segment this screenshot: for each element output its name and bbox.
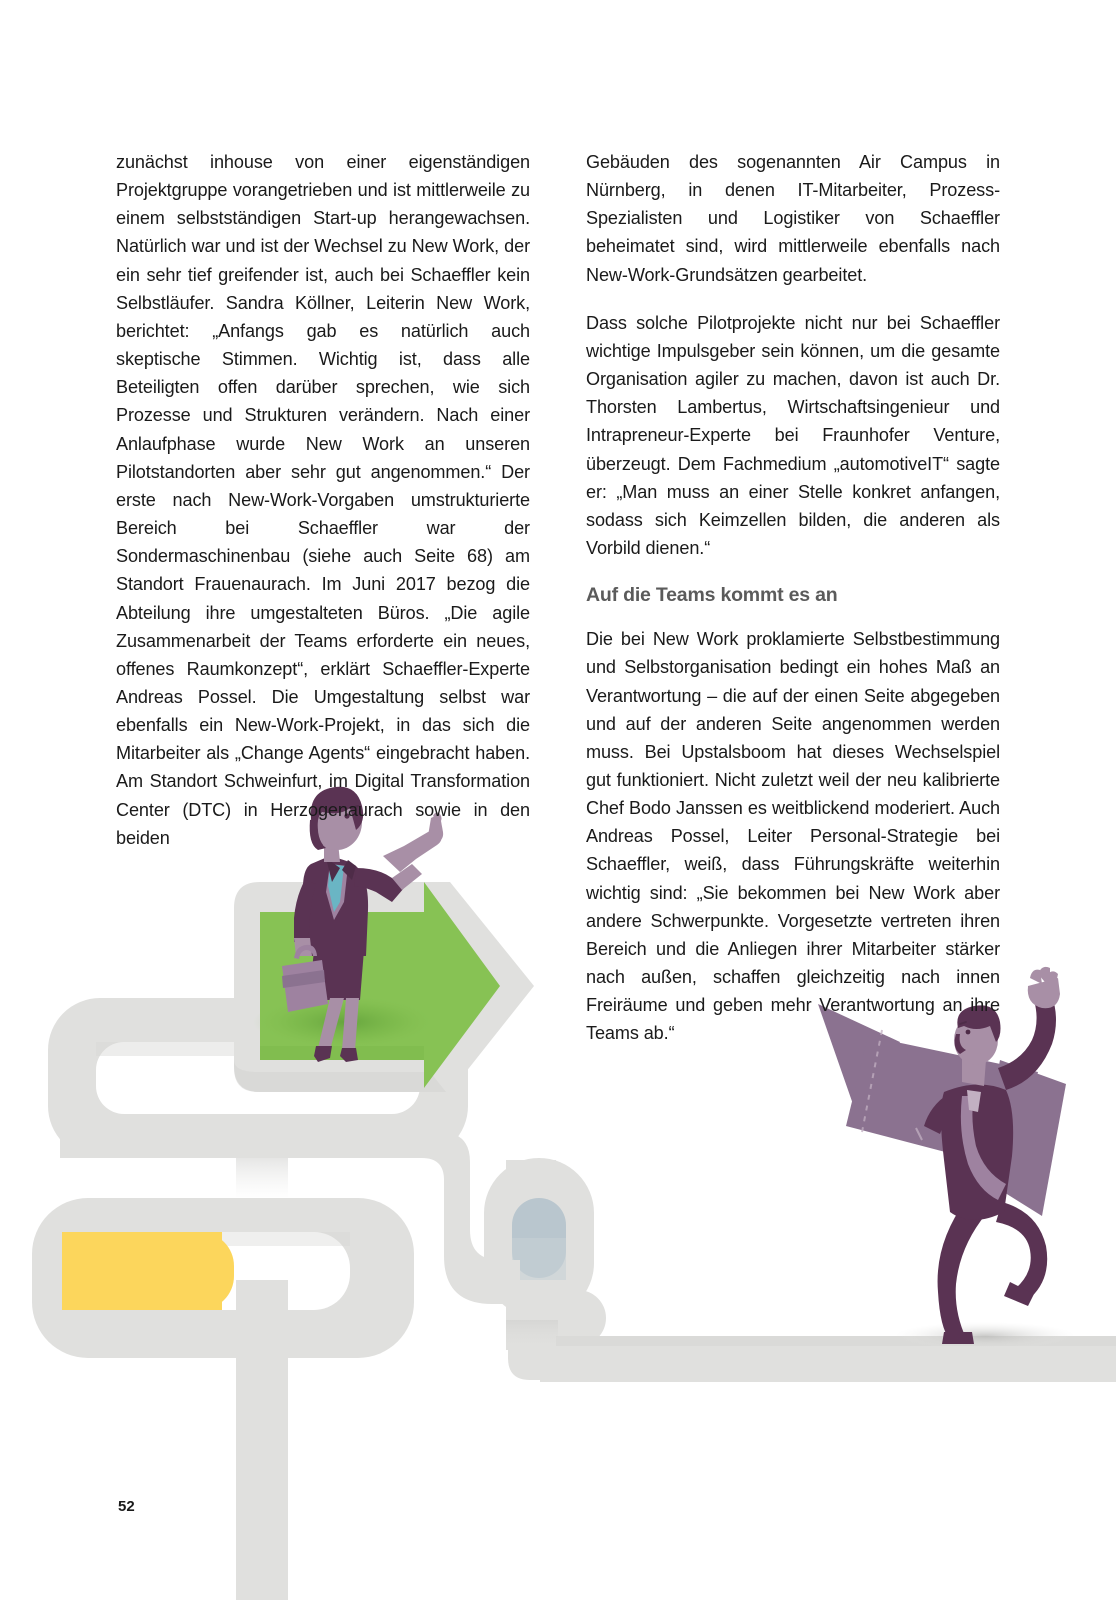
section-heading: Auf die Teams kommt es an: [586, 584, 838, 607]
lower-left-track: [32, 1198, 414, 1358]
right-column: [586, 148, 1000, 1048]
page-number: 52: [118, 1498, 135, 1515]
body-paragraph: Dass solche Pilotprojekte nicht nur bei Schaeffler wichtige Impulsgeber sein können, um die gesamte Organisation agiler zu machen, davon ist auch Dr. Thorsten Lambertus, Wirtschaftsingenieur und Intrapreneur-Experte bei Fraunhofer Venture, überzeugt. Dem Fachmedium „automotiveIT“ sagte er: „Man muss an einer Stelle konkret anfangen, sodass sich Keimzellen bilden, die anderen als Vorbild dienen.“: [586, 312, 1000, 559]
text-columns: [116, 148, 1000, 1048]
left-column: [116, 148, 530, 1048]
body-paragraph: zunächst inhouse von einer eigenständigen Projektgruppe vorangetrieben und ist mittlerweile zu einem selbstständigen Start-up herangewachsen. Natürlich war und ist der Wechsel zu New Work, der ein sehr tief greifender ist, auch bei Schaeffler kein Selbstläufer. Sandra Köllner, Leiterin New Work, berichtet: „Anfangs gab es natürlich auch skeptische Stimmen. Wichtig ist, dass alle Beteiligten offen darüber sprechen, wie sich Prozesse und Strukturen verändern. Nach einer Anlaufphase wurde New Work an unseren Pilotstandorten aber sehr gut angenommen.“ Der erste nach New-Work-Vorgaben umstrukturierte Bereich bei Schaeffler war der Sondermaschinenbau (siehe auch Seite 68) am Standort Frauenaurach. Im Juni 2017 bezog die Abteilung ihre umgestalteten Büros. „Die agile Zusammenarbeit der Teams erforderte ein neues, offenes Raumkonzept“, erklärt Schaeffler-Experte Andreas Possel. Die Umgestaltung selbst war ebenfalls ein New-Work-Projekt, in das sich die Mitarbeiter als „Change Agents“ eingebracht haben. Am Standort Schweinfurt, im Digital Transformation Center (DTC) in Herzogenaurach sowie in den beiden: [116, 152, 530, 848]
body-paragraph: Gebäuden des sogenannten Air Campus in Nürnberg, in denen IT-Mitarbeiter, Prozess-Spezialisten und Logistiker von Schaeffler beheimatet sind, wird mittlerweile ebenfalls nach New-Work-Grundsätzen gearbeitet.: [586, 152, 1000, 285]
figure-ground-shadow: [895, 1322, 1075, 1350]
body-paragraph: Die bei New Work proklamierte Selbstbestimmung und Selbstorganisation bedingt ein hohes Maß an Verantwortung – die auf der einen Seite abgegeben und auf der anderen Seite angenommen werden muss. Bei Upstalsboom hat dieses Wechselspiel gut funktioniert. Nicht zuletzt weil der neu kalibrierte Chef Bodo Janssen es weitblickend moderiert. Auch Andreas Possel, Leiter Personal-Strategie bei Schaeffler, weiß, dass Führungskräfte weiterhin wichtig sind: „Sie bekommen bei New Work aber andere Schwerpunkte. Vorgesetzte vertreten ihren Bereich und die Anliegen ihrer Mitarbeiter stärker nach außen, schaffen gleichzeitig nach innen Freiräume und geben mehr Verantwortung an ihre Teams ab.“: [586, 629, 1000, 1044]
